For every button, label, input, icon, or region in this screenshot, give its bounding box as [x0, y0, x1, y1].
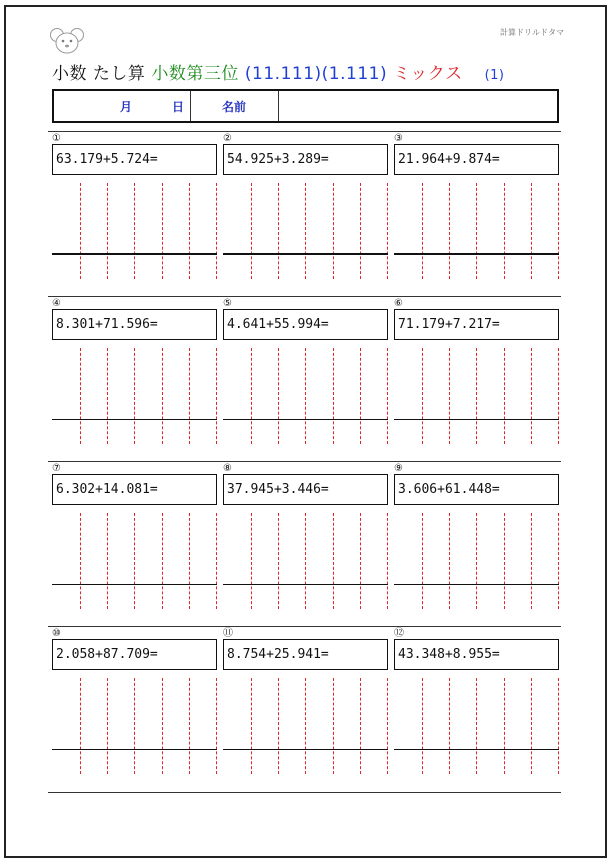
- problem-cell: [223, 133, 388, 293]
- digit-guide-line: [189, 348, 190, 444]
- mouse-face-icon: [50, 26, 84, 56]
- day-label: 日: [172, 100, 185, 114]
- problem-cell: [52, 463, 217, 623]
- digit-guide-line: [251, 183, 252, 279]
- digit-guide-line: [449, 513, 450, 609]
- problem-cell: [223, 298, 388, 458]
- problem-number: ⑪: [223, 628, 233, 639]
- digit-guide-line: [422, 678, 423, 774]
- problem-number: ①: [52, 133, 61, 144]
- digit-guide-line: [387, 513, 388, 609]
- digit-guide-line: [107, 348, 108, 444]
- digit-guide-line: [333, 513, 334, 609]
- problem-expression: 63.179+5.724=: [52, 144, 217, 175]
- problem-number: ⑧: [223, 463, 232, 474]
- digit-guide-line: [80, 183, 81, 279]
- digit-guide-line: [189, 678, 190, 774]
- digit-guide-line: [80, 513, 81, 609]
- digit-guide-line: [449, 348, 450, 444]
- title-level: 小数第三位: [151, 64, 239, 84]
- answer-line: [394, 584, 559, 585]
- answer-line: [223, 419, 388, 420]
- digit-guide-line: [278, 348, 279, 444]
- digit-guide-line: [558, 183, 559, 279]
- digit-guide-line: [162, 513, 163, 609]
- bottom-divider: [48, 792, 561, 793]
- digit-guide-line: [134, 183, 135, 279]
- problem-number: ②: [223, 133, 232, 144]
- digit-guide-line: [216, 183, 217, 279]
- digit-guide-line: [251, 513, 252, 609]
- section-divider: [48, 626, 561, 627]
- digit-guide-line: [162, 183, 163, 279]
- digit-guide-line: [449, 183, 450, 279]
- problem-expression: 54.925+3.289=: [223, 144, 388, 175]
- digit-guide-line: [216, 678, 217, 774]
- digit-guide-line: [531, 348, 532, 444]
- digit-guide-line: [531, 183, 532, 279]
- problem-cell: [394, 463, 559, 623]
- digit-guide-line: [189, 513, 190, 609]
- answer-line: [52, 584, 217, 585]
- digit-guide-line: [134, 513, 135, 609]
- digit-guide-line: [531, 513, 532, 609]
- brand-label: 計算ドリルドタマ: [500, 28, 564, 37]
- name-date-box: [52, 89, 559, 123]
- digit-guide-line: [80, 678, 81, 774]
- digit-guide-line: [558, 348, 559, 444]
- digit-guide-line: [504, 678, 505, 774]
- problem-cell: [52, 628, 217, 788]
- digit-guide-line: [278, 183, 279, 279]
- digit-guide-line: [278, 513, 279, 609]
- problem-expression: 2.058+87.709=: [52, 639, 217, 670]
- problem-number: ⑨: [394, 463, 403, 474]
- digit-guide-line: [162, 678, 163, 774]
- digit-guide-line: [107, 513, 108, 609]
- digit-guide-line: [360, 678, 361, 774]
- digit-guide-line: [251, 348, 252, 444]
- box-divider: [190, 91, 191, 121]
- problem-expression: 21.964+9.874=: [394, 144, 559, 175]
- problem-expression: 8.301+71.596=: [52, 309, 217, 340]
- digit-guide-line: [360, 183, 361, 279]
- sheet-number: (1): [484, 68, 505, 83]
- answer-line: [394, 253, 559, 255]
- answer-line: [394, 419, 559, 420]
- digit-guide-line: [558, 678, 559, 774]
- digit-guide-line: [189, 183, 190, 279]
- title-mix: ミックス: [393, 64, 463, 84]
- digit-guide-line: [305, 183, 306, 279]
- digit-guide-line: [216, 348, 217, 444]
- digit-guide-line: [504, 513, 505, 609]
- digit-guide-line: [422, 513, 423, 609]
- problem-expression: 6.302+14.081=: [52, 474, 217, 505]
- section-divider: [48, 461, 561, 462]
- answer-line: [52, 749, 217, 750]
- section-divider: [48, 296, 561, 297]
- digit-guide-line: [387, 348, 388, 444]
- problem-number: ⑤: [223, 298, 232, 309]
- digit-guide-line: [134, 678, 135, 774]
- digit-guide-line: [531, 678, 532, 774]
- problem-cell: [223, 463, 388, 623]
- digit-guide-line: [476, 348, 477, 444]
- problem-number: ⑫: [394, 628, 404, 639]
- problem-expression: 43.348+8.955=: [394, 639, 559, 670]
- digit-guide-line: [305, 348, 306, 444]
- digit-guide-line: [333, 678, 334, 774]
- problem-expression: 3.606+61.448=: [394, 474, 559, 505]
- problem-expression: 71.179+7.217=: [394, 309, 559, 340]
- digit-guide-line: [134, 348, 135, 444]
- answer-line: [394, 749, 559, 750]
- digit-guide-line: [360, 348, 361, 444]
- problem-cell: [223, 628, 388, 788]
- problem-cell: [394, 628, 559, 788]
- digit-guide-line: [387, 183, 388, 279]
- digit-guide-line: [80, 348, 81, 444]
- answer-line: [52, 253, 217, 255]
- problem-expression: 8.754+25.941=: [223, 639, 388, 670]
- problem-expression: 4.641+55.994=: [223, 309, 388, 340]
- digit-guide-line: [216, 513, 217, 609]
- problem-number: ⑦: [52, 463, 61, 474]
- name-label: 名前: [222, 100, 247, 114]
- digit-guide-line: [333, 348, 334, 444]
- problem-number: ⑥: [394, 298, 403, 309]
- digit-guide-line: [333, 183, 334, 279]
- digit-guide-line: [504, 183, 505, 279]
- month-label: 月: [120, 100, 133, 114]
- problem-cell: [52, 298, 217, 458]
- digit-guide-line: [162, 348, 163, 444]
- digit-guide-line: [305, 513, 306, 609]
- section-divider: [48, 131, 561, 132]
- digit-guide-line: [476, 513, 477, 609]
- digit-guide-line: [504, 348, 505, 444]
- digit-guide-line: [107, 183, 108, 279]
- digit-guide-line: [476, 678, 477, 774]
- problem-cell: [394, 133, 559, 293]
- problem-cell: [394, 298, 559, 458]
- answer-line: [223, 584, 388, 585]
- digit-guide-line: [305, 678, 306, 774]
- worksheet-title: [52, 62, 505, 88]
- problem-number: ⑩: [52, 628, 61, 639]
- digit-guide-line: [360, 513, 361, 609]
- digit-guide-line: [107, 678, 108, 774]
- answer-line: [223, 749, 388, 750]
- digit-guide-line: [449, 678, 450, 774]
- problem-expression: 37.945+3.446=: [223, 474, 388, 505]
- digit-guide-line: [422, 183, 423, 279]
- digit-guide-line: [251, 678, 252, 774]
- problem-cell: [52, 133, 217, 293]
- digit-guide-line: [387, 678, 388, 774]
- title-topic: 小数 たし算: [52, 64, 146, 84]
- digit-guide-line: [278, 678, 279, 774]
- digit-guide-line: [422, 348, 423, 444]
- box-divider: [278, 91, 279, 121]
- answer-line: [223, 253, 388, 255]
- answer-line: [52, 419, 217, 420]
- problem-number: ④: [52, 298, 61, 309]
- problem-number: ③: [394, 133, 403, 144]
- title-pattern: (11.111)(1.111): [244, 64, 388, 84]
- digit-guide-line: [558, 513, 559, 609]
- digit-guide-line: [476, 183, 477, 279]
